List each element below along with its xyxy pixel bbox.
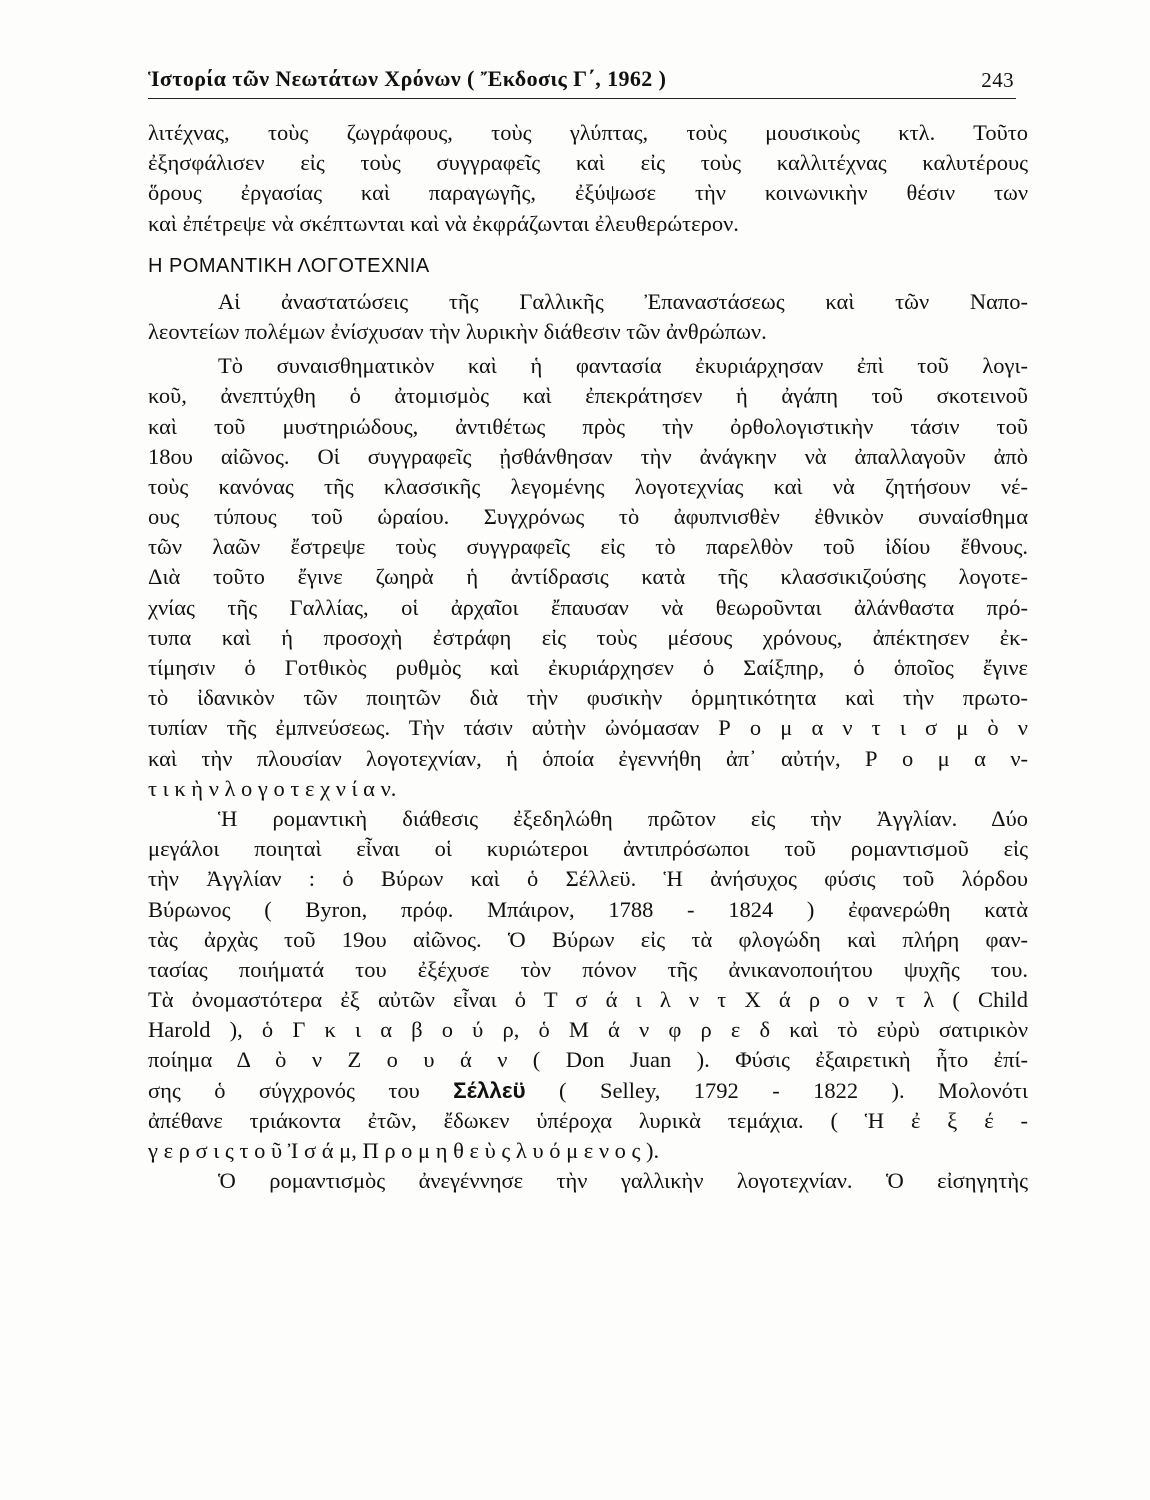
- line-segment: σης ὁ σύγχρονός του: [148, 1077, 454, 1103]
- text-line: γ ε ρ σ ι ς τ ο ῦ Ἰ σ ά μ, Π ρ ο μ η θ ε ὺ ς λ υ ό μ ε ν ο ς ).: [148, 1138, 660, 1163]
- page-header: [148, 66, 1016, 99]
- text-line: χνίας τῆς Γαλλίας, οἱ ἀρχαῖοι ἔπαυσαν νὰ θεωροῦνται ἀλάνθαστα πρό-: [148, 594, 1028, 620]
- text-line: ους τύπους τοῦ ὡραίου. Συγχρόνως τὸ ἀφυπνισθὲν ἐθνικὸν συναίσθημα: [148, 504, 1028, 530]
- text-line: τὴν Ἀγγλίαν : ὁ Βύρων καὶ ὁ Σέλλεϋ. Ἡ ἀνήσυχος φύσις τοῦ λόρδου: [148, 866, 1028, 892]
- text-line: τυπα καὶ ἡ προσοχὴ ἐστράφη εἰς τοὺς μέσους χρόνους, ἀπέκτησεν ἐκ-: [148, 624, 1028, 650]
- text-line: τὸ ἰδανικὸν τῶν ποιητῶν διὰ τὴν φυσικὴν ὁρμητικότητα καὶ τὴν πρωτο-: [148, 685, 1028, 711]
- text-line: καὶ τοῦ μυστηριώδους, ἀντιθέτως πρὸς τὴν ὀρθολογιστικὴν τάσιν τοῦ: [148, 413, 1028, 439]
- text-line: τυπίαν τῆς ἐμπνεύσεως. Τὴν τάσιν αὐτὴν ὠνόμασαν Ρ ο μ α ν τ ι σ μ ὸ ν: [148, 715, 1028, 741]
- text-line: Ὁ ρομαντισμὸς ἀνεγέννησε τὴν γαλλικὴν λογοτεχνίαν. Ὁ εἰσηγητὴς: [218, 1168, 1028, 1194]
- text-line: Βύρωνος ( Byron, πρόφ. Μπάιρον, 1788 - 1824 ) ἐφανερώθη κατὰ: [148, 896, 1028, 922]
- body-text: [148, 118, 1028, 1196]
- page-number: 243: [981, 68, 1014, 92]
- text-line: Αἱ ἀναστατώσεις τῆς Γαλλικῆς Ἐπαναστάσεως καὶ τῶν Ναπο-: [218, 288, 1028, 314]
- section-heading: Η ΡΟΜΑΝΤΙΚΗ ΛΟΓΟΤΕΧΝΙΑ: [148, 254, 430, 277]
- text-line-with-bold-name: [148, 1076, 1028, 1106]
- text-line: τῶν λαῶν ἔστρεψε τοὺς συγγραφεῖς εἰς τὸ παρελθὸν τοῦ ἰδίου ἔθνους.: [148, 534, 1028, 560]
- text-line: ἀπέθανε τριάκοντα ἐτῶν, ἔδωκεν ὑπέροχα λυρικὰ τεμάχια. ( Ἡ ἐ ξ έ -: [148, 1107, 1028, 1133]
- text-line: 18ου αἰῶνος. Οἱ συγγραφεῖς ᾐσθάνθησαν τὴν ἀνάγκην νὰ ἀπαλλαγοῦν ἀπὸ: [148, 443, 1028, 469]
- text-line: λεοντείων πολέμων ἐνίσχυσαν τὴν λυρικὴν διάθεσιν τῶν ἀνθρώπων.: [148, 318, 767, 344]
- text-line: λιτέχνας, τοὺς ζωγράφους, τοὺς γλύπτας, τοὺς μουσικοὺς κτλ. Τοῦτο: [148, 120, 1028, 145]
- text-line: ἐξησφάλισεν εἰς τοὺς συγγραφεῖς καὶ εἰς τοὺς καλλιτέχνας καλυτέρους: [148, 150, 1028, 176]
- text-line: Ἡ ρομαντικὴ διάθεσις ἐξεδηλώθη πρῶτον εἰς τὴν Ἀγγλίαν. Δύο: [218, 805, 1028, 831]
- text-line: ποίημα Δ ὸ ν Ζ ο υ ά ν ( Don Juan ). Φύσις ἐξαιρετικὴ ἦτο ἐπί-: [148, 1047, 1028, 1073]
- text-line: Διὰ τοῦτο ἔγινε ζωηρὰ ἡ ἀντίδρασις κατὰ τῆς κλασσικιζούσης λογοτε-: [148, 564, 1028, 590]
- line-segment: ( Selley, 1792 - 1822 ). Μολονότι: [525, 1077, 1028, 1103]
- text-line: κοῦ, ἀνεπτύχθη ὁ ἀτομισμὸς καὶ ἐπεκράτησεν ἡ ἀγάπη τοῦ σκοτεινοῦ: [148, 383, 1028, 409]
- text-line: τασίας ποιήματά του ἐξέχυσε τὸν πόνον τῆς ἀνικανοποιήτου ψυχῆς του.: [148, 956, 1028, 982]
- text-line: τίμησιν ὁ Γοτθικὸς ρυθμὸς καὶ ἐκυριάρχησεν ὁ Σαίξπηρ, ὁ ὁποῖος ἔγινε: [148, 655, 1028, 680]
- running-title: Ἱστορία τῶν Νεωτάτων Χρόνων ( Ἔκδοσις Γ΄, 1962 ): [148, 66, 667, 91]
- text-line: μεγάλοι ποιηταὶ εἶναι οἱ κυριώτεροι ἀντιπρόσωποι τοῦ ρομαντισμοῦ εἰς: [148, 836, 1028, 862]
- text-line: τ ι κ ὴ ν λ ο γ ο τ ε χ ν ί α ν.: [148, 775, 397, 801]
- text-line: Τὰ ὀνομαστότερα ἐξ αὐτῶν εἶναι ὁ Τ σ ά ι λ ν τ Χ ά ρ ο ν τ λ ( Child: [148, 987, 1028, 1013]
- text-line: καὶ ἐπέτρεψε νὰ σκέπτωνται καὶ νὰ ἐκφράζωνται ἐλευθερώτερον.: [148, 210, 739, 236]
- text-line: τὰς ἀρχὰς τοῦ 19ου αἰῶνος. Ὁ Βύρων εἰς τὰ φλογώδη καὶ πλήρη φαν-: [148, 926, 1028, 952]
- text-line: Harold ), ὁ Γ κ ι α β ο ύ ρ, ὁ Μ ά ν φ ρ ε δ καὶ τὸ εὐρὺ σατιρικὸν: [148, 1017, 1028, 1043]
- text-line: ὅρους ἐργασίας καὶ παραγωγῆς, ἐξύψωσε τὴν κοινωνικὴν θέσιν των: [148, 180, 1028, 206]
- text-line: Τὸ συναισθηματικὸν καὶ ἡ φαντασία ἐκυριάρχησαν ἐπὶ τοῦ λογι-: [218, 353, 1028, 379]
- text-line: καὶ τὴν πλουσίαν λογοτεχνίαν, ἡ ὁποία ἐγεννήθη ἀπ᾿ αὐτήν, Ρ ο μ α ν-: [148, 745, 1028, 771]
- text-line: τοὺς κανόνας τῆς κλασσικῆς λεγομένης λογοτεχνίας καὶ νὰ ζητήσουν νέ-: [148, 473, 1028, 499]
- bold-name-selley: Σέλλεϋ: [453, 1077, 526, 1103]
